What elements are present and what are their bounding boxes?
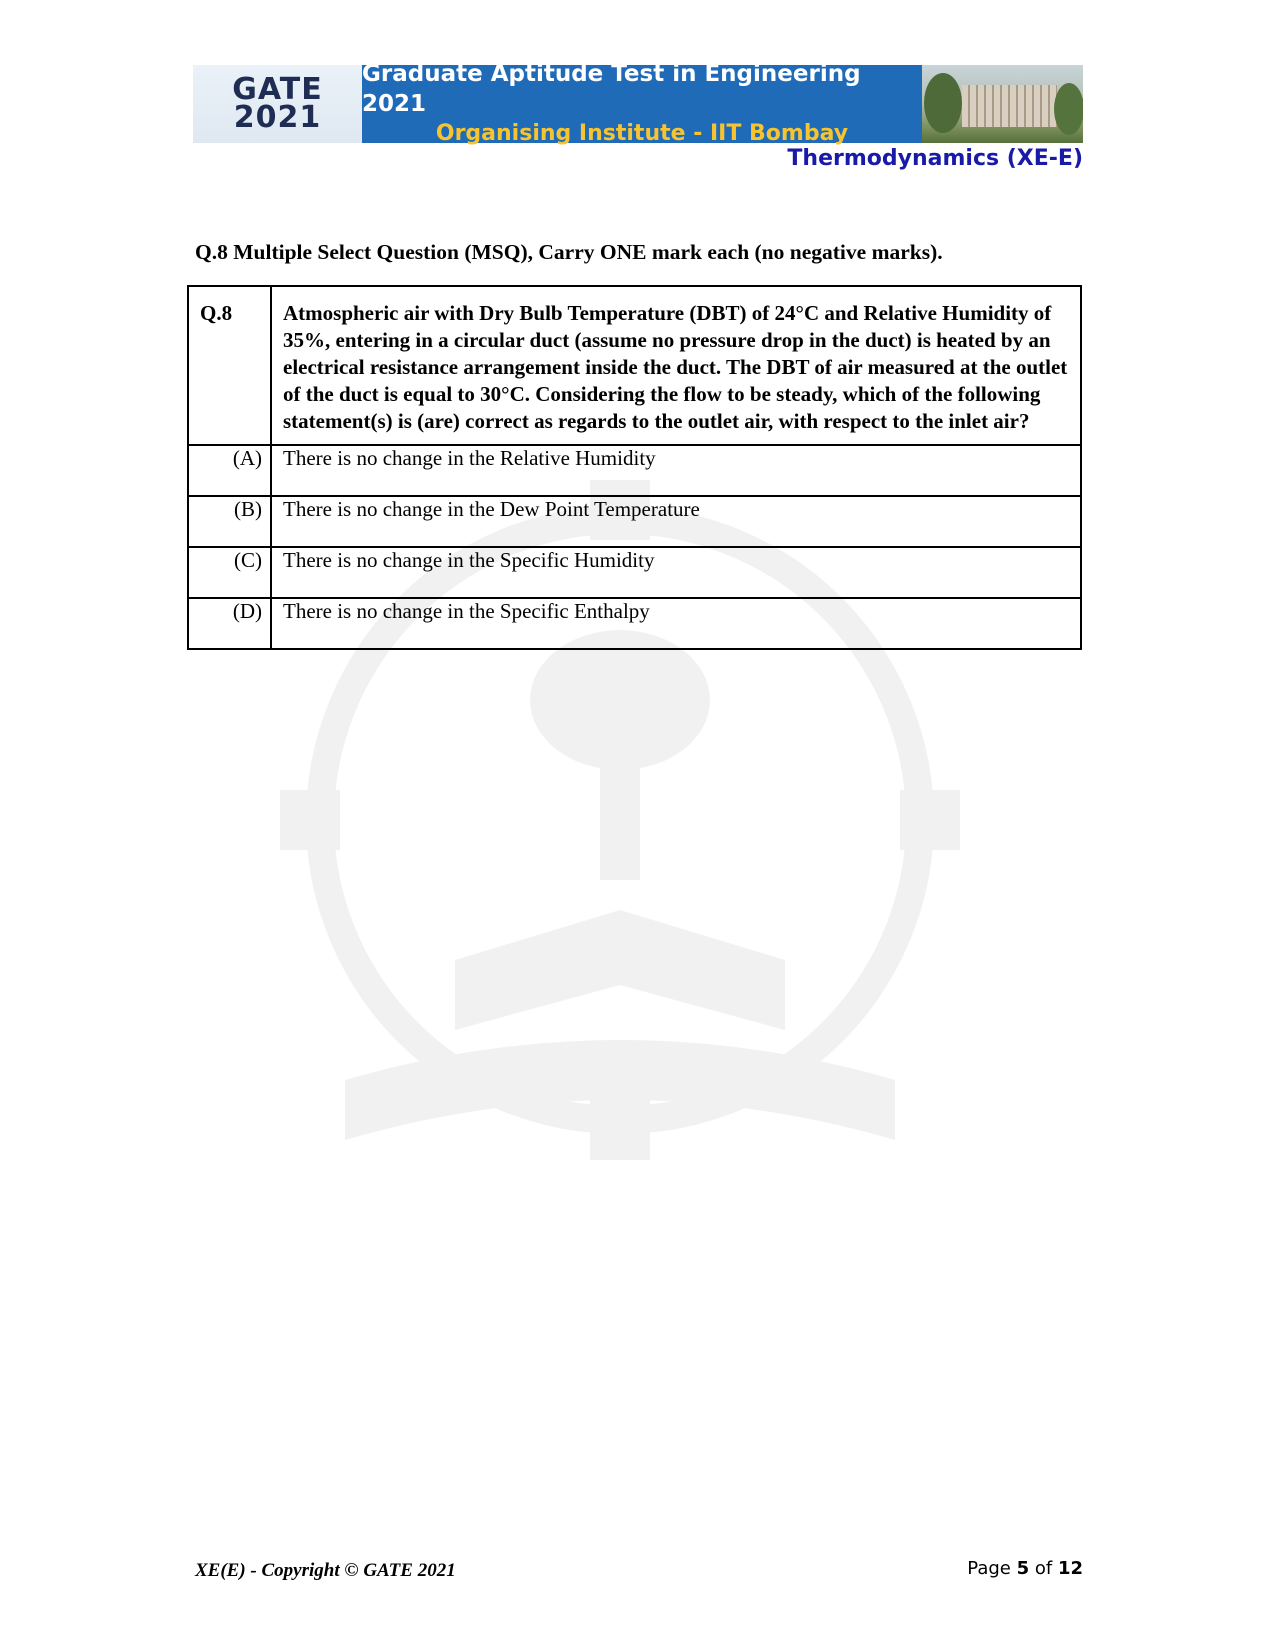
page-prefix: Page [967, 1558, 1017, 1579]
option-text-a: There is no change in the Relative Humidity [271, 445, 1081, 496]
tree-shape [1054, 83, 1083, 135]
option-text-b: There is no change in the Dew Point Temperature [271, 496, 1081, 547]
building-shape [962, 85, 1057, 127]
tree-shape [924, 73, 962, 133]
option-row [188, 598, 1081, 649]
page-current: 5 [1016, 1558, 1030, 1579]
question-row [188, 286, 1081, 445]
option-label-b: (B) [188, 496, 271, 547]
question-text: Atmospheric air with Dry Bulb Temperature (DBT) of 24°C and Relative Humidity of 35%, entering in a circular duct (assume no pressure drop in the duct) is heated by an electrical resistance arrangement inside the duct. The DBT of air measured at the outlet of the duct is equal to 30°C. Considering the flow to be steady, which of the following statement(s) is (are) correct as regards to the outlet air, with respect to the inlet air? [271, 286, 1081, 445]
option-row [188, 547, 1081, 598]
option-row [188, 445, 1081, 496]
banner-text-block [362, 61, 922, 146]
option-text-c: There is no change in the Specific Humidity [271, 547, 1081, 598]
option-label-c: (C) [188, 547, 271, 598]
banner-title: Graduate Aptitude Test in Engineering 2021 [362, 61, 861, 117]
campus-photo [922, 65, 1083, 143]
option-label-d: (D) [188, 598, 271, 649]
footer-copyright: XE(E) - Copyright © GATE 2021 [195, 1560, 456, 1581]
page-indicator [967, 1558, 1083, 1579]
page-total: 12 [1057, 1558, 1083, 1579]
logo-word: GATE [232, 72, 323, 107]
question-number: Q.8 [188, 286, 271, 445]
section-heading: Q.8 Multiple Select Question (MSQ), Carry ONE mark each (no negative marks). [195, 240, 943, 264]
subject-title: Thermodynamics (XE-E) [787, 146, 1083, 171]
gate-logo [193, 65, 362, 143]
option-text-d: There is no change in the Specific Enthalpy [271, 598, 1081, 649]
logo-year: 2021 [233, 100, 322, 135]
option-label-a: (A) [188, 445, 271, 496]
header-banner [193, 61, 1083, 146]
option-row [188, 496, 1081, 547]
banner-subtitle: Organising Institute - IIT Bombay [435, 121, 849, 146]
page-of: of [1029, 1558, 1058, 1579]
question-table [187, 285, 1082, 650]
